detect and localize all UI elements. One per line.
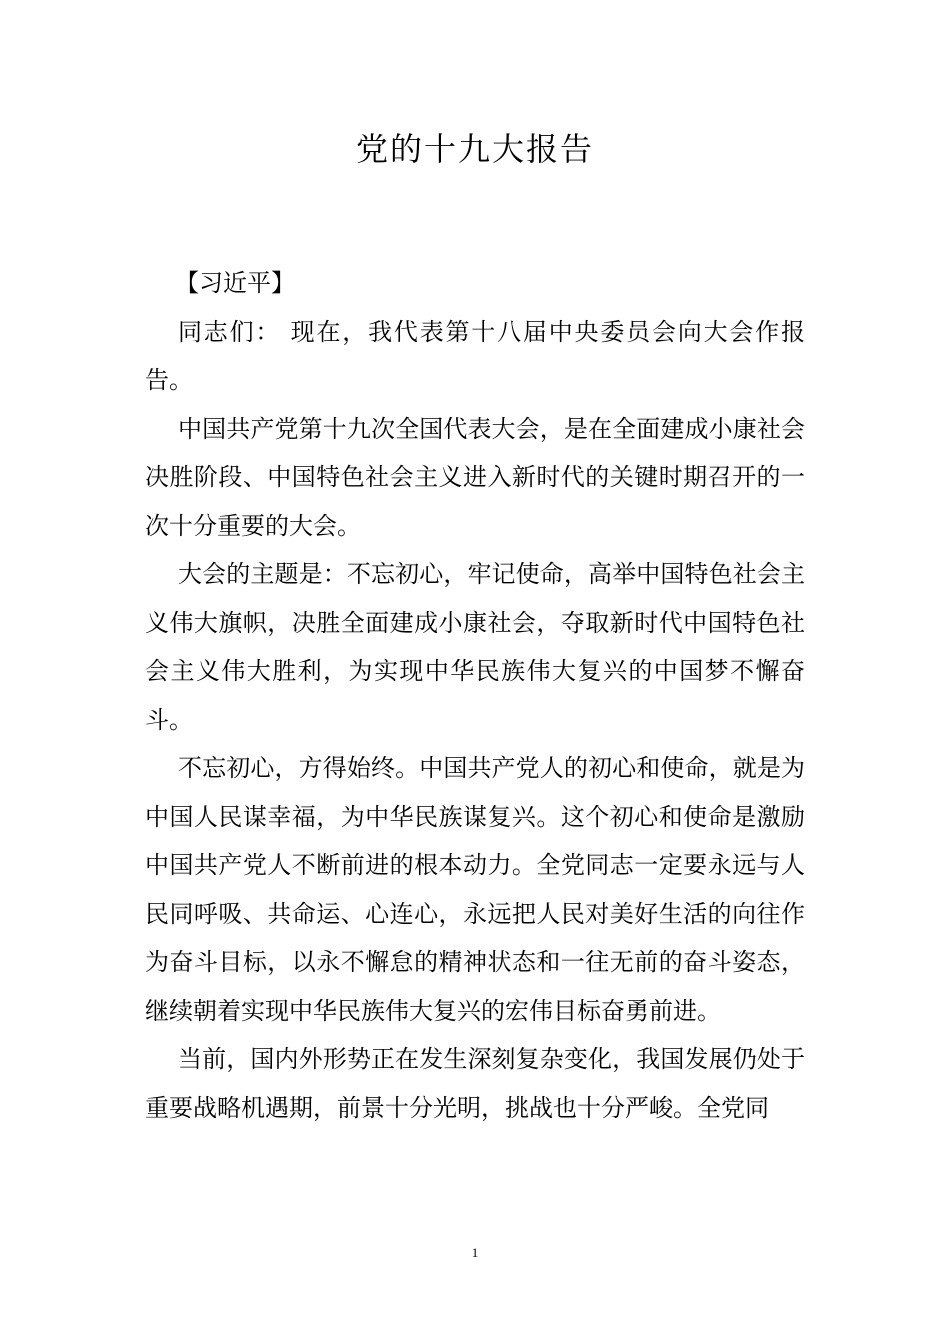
document-title: 党的十九大报告 xyxy=(355,130,594,168)
document-body xyxy=(145,259,805,1132)
paragraph-3: 大会的主题是：不忘初心，牢记使命，高举中国特色社会主义伟大旗帜，决胜全面建成小康社会，夺取新时代中国特色社会主义伟大胜利，为实现中华民族伟大复兴的中国梦不懈奋斗。 xyxy=(145,560,805,734)
page-number: 1 xyxy=(471,1245,479,1260)
author-line: 【习近平】 xyxy=(175,269,295,297)
paragraph-4: 不忘初心，方得始终。中国共产党人的初心和使命，就是为中国人民谋幸福，为中华民族谋复兴。这个初心和使命是激励中国共产党人不断前进的根本动力。全党同志一定要永远与人民同呼吸、共命运、心连心，永远把人民对美好生活的向往作为奋斗目标，以永不懈怠的精神状态和一往无前的奋斗姿态，继续朝着实现中华民族伟大复兴的宏伟目标奋勇前进。 xyxy=(145,754,805,1025)
paragraph-5: 当前，国内外形势正在发生深刻复杂变化，我国发展仍处于重要战略机遇期，前景十分光明，挑战也十分严峻。全党同 xyxy=(145,1045,805,1122)
paragraph-2: 中国共产党第十九次全国代表大会，是在全面建成小康社会决胜阶段、中国特色社会主义进入新时代的关键时期召开的一次十分重要的大会。 xyxy=(145,414,805,540)
paragraph-1: 同志们： 现在，我代表第十八届中央委员会向大会作报告。 xyxy=(145,317,805,394)
